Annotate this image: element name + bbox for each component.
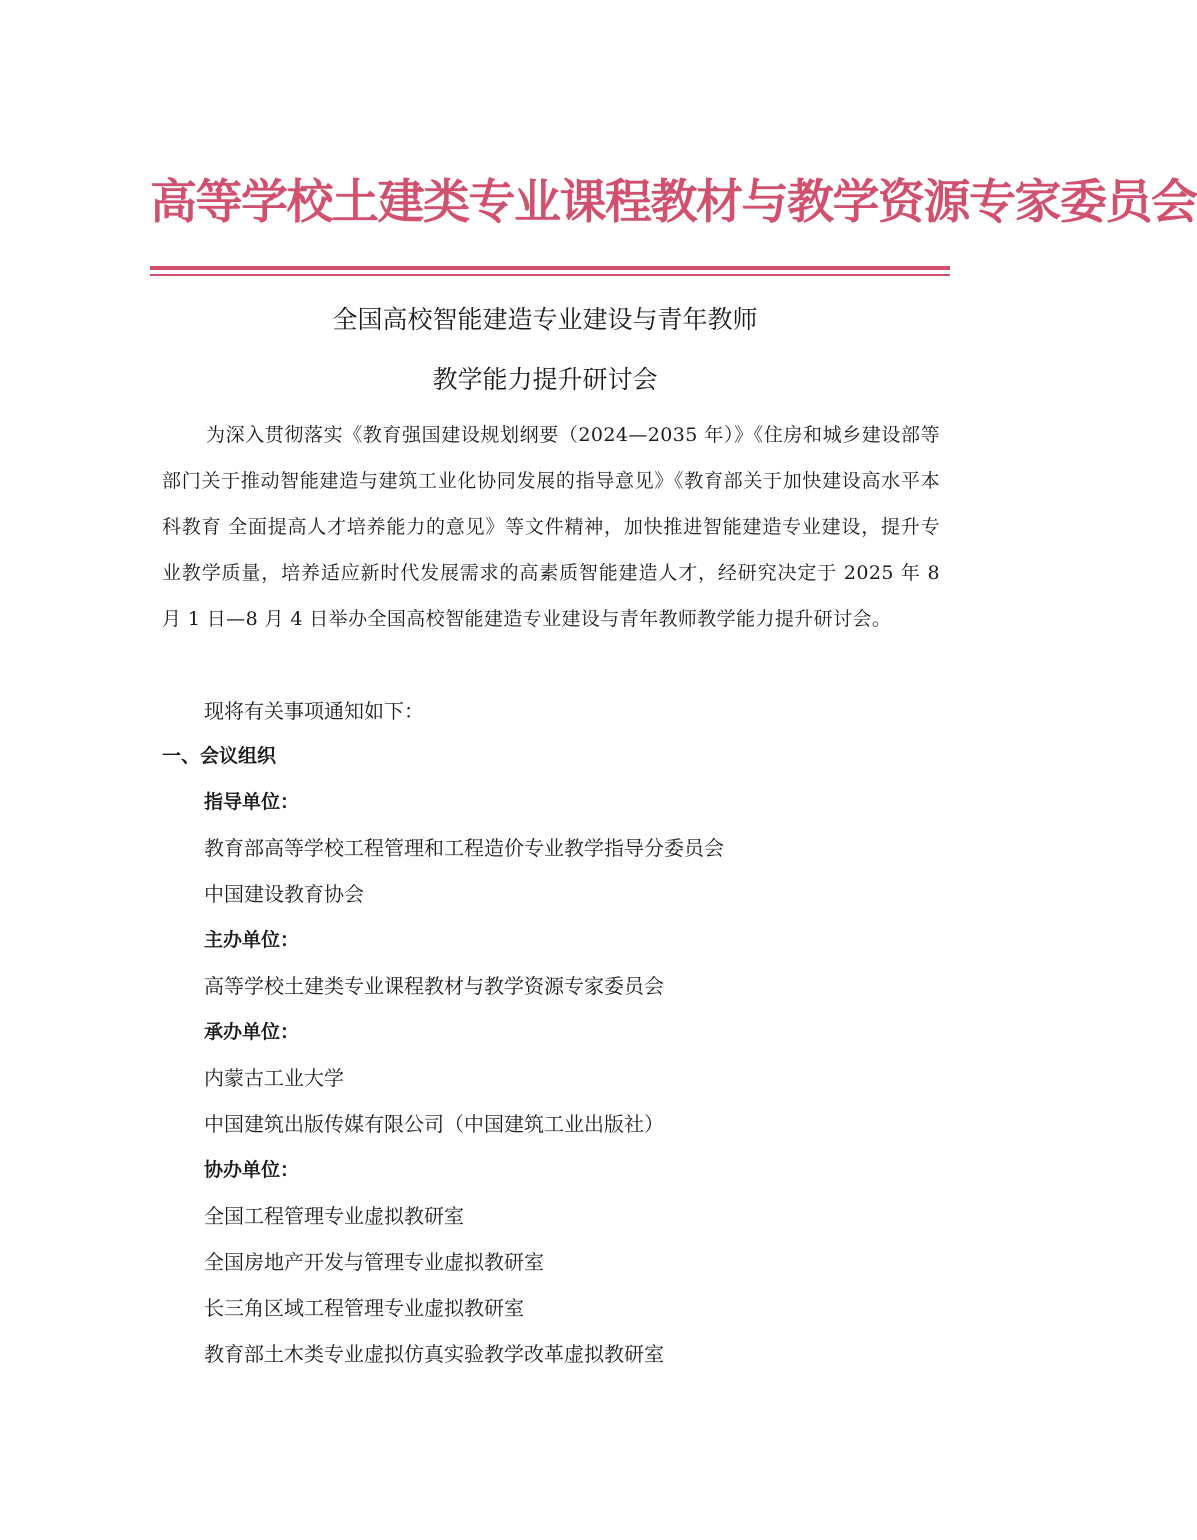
document-title-line-1: 全国高校智能建造专业建设与青年教师	[332, 305, 758, 334]
document-title-line-2: 教学能力提升研讨会	[432, 365, 658, 394]
host-unit-item: 高等学校土建类专业课程教材与教学资源专家委员会	[204, 974, 664, 998]
organizer-unit-item: 中国建筑出版传媒有限公司（中国建筑工业出版社）	[204, 1112, 664, 1136]
co-organizer-units-label: 协办单位：	[204, 1159, 300, 1181]
letterhead-divider-thick	[150, 266, 950, 270]
letterhead-title: 高等学校土建类专业课程教材与教学资源专家委员会	[150, 175, 1197, 230]
section-heading-organization: 一、会议组织	[162, 745, 277, 767]
host-units-label: 主办单位：	[204, 929, 300, 951]
co-organizer-unit-item: 全国房地产开发与管理专业虚拟教研室	[204, 1250, 544, 1274]
co-organizer-unit-item: 教育部土木类专业虚拟仿真实验教学改革虚拟教研室	[204, 1342, 664, 1366]
guiding-units-label: 指导单位：	[204, 791, 300, 813]
guiding-unit-item: 中国建设教育协会	[204, 882, 364, 906]
intro-paragraph: 为深入贯彻落实《教育强国建设规划纲要（2024—2035 年）》《住房和城乡建设部等部门关于推动智能建造与建筑工业化协同发展的指导意见》《教育部关于加快建设高水平本科教育 全面提高人才培养能力的意见》等文件精神，加快推进智能建造专业建设，提升专业教学质量，培养适应新时代发展需求的高素质智能建造人才，经研究决定于 2025 年 8 月 1 日—8 月 4 日举办全国高校智能建造专业建设与青年教师教学能力提升研讨会。	[162, 424, 940, 630]
notice-line: 现将有关事项通知如下：	[204, 699, 424, 723]
organizer-unit-item: 内蒙古工业大学	[204, 1066, 344, 1090]
organizer-units-label: 承办单位：	[204, 1021, 300, 1043]
guiding-unit-item: 教育部高等学校工程管理和工程造价专业教学指导分委员会	[204, 836, 724, 860]
letterhead-divider-thin	[150, 274, 950, 276]
co-organizer-unit-item: 全国工程管理专业虚拟教研室	[204, 1204, 464, 1228]
co-organizer-unit-item: 长三角区域工程管理专业虚拟教研室	[204, 1296, 524, 1320]
